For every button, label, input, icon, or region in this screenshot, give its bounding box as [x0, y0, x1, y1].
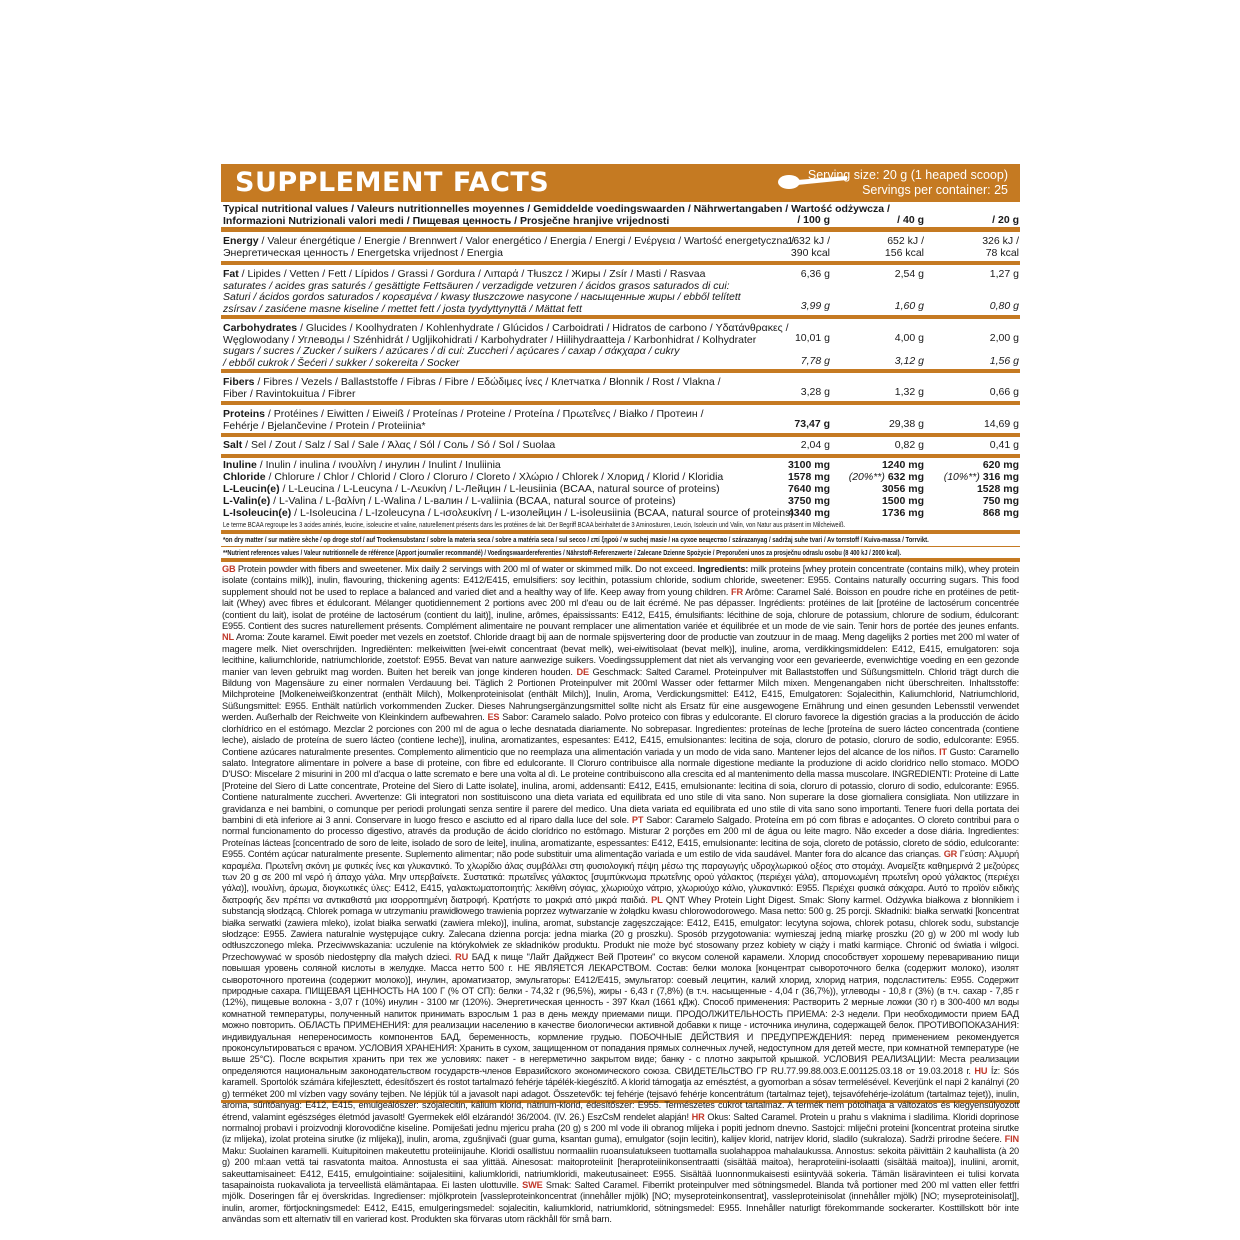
row-energy [221, 232, 1020, 265]
serving-info [808, 168, 1008, 198]
row-fibers [221, 373, 1020, 405]
text-gb-ingredients: milk proteins [whey protein concentrate (contains milk), whey protein isolate (contains milk)], inulin, flavouring, thickening agents: E412/E415, emulsifiers: soy lecithin, potassium chloride, sodium chloride, sweetener: E955. Contains naturally occurring sugars. This food supplement should not be used to replace a balanced and varied diet and a healthy way of life. Keep away from young children. [222, 564, 1019, 597]
row-carbohydrates [221, 319, 1020, 373]
valine-100g: 3750 mg [787, 495, 830, 507]
energy-100g-kj: 1632 kJ / [787, 235, 830, 247]
lang-tag-pt: PT [631, 814, 644, 825]
carbs-40g: 4,00 g [894, 332, 924, 344]
col-header-20g: / 20 g [992, 214, 1019, 226]
chloride-name: Chloride [223, 471, 266, 483]
isoleucine-100g: 4340 mg [787, 507, 830, 519]
lang-tag-hu: HU [974, 1065, 988, 1076]
energy-40g-kcal: 156 kcal [884, 246, 924, 259]
isoleucine-name: L-Isoleucin(e) [223, 507, 292, 519]
salt-translations: / Sel / Zout / Salz / Sal / Sale / Άλας / Sól / Соль / Só / Sol / Suolaa [242, 439, 556, 451]
fibers-20g: 0,66 g [989, 386, 1019, 398]
fat-name: Fat [223, 268, 239, 280]
isoleucine-translations: / L-Isoleucina / L-Izoleucyna / L-ισολευκίνη / L-изолейцин / L-isoleusiinia (BCAA, natural source of proteins) [291, 507, 794, 519]
chloride-100g: 1578 mg [787, 471, 830, 483]
salt-name: Salt [223, 439, 243, 451]
lang-tag-ru: RU [455, 951, 469, 962]
lang-tag-nl: NL [222, 632, 234, 643]
energy-20g [927, 236, 1019, 259]
text-swe: Smak: Salted Caramel. Fiberrikt proteinpulver med sötningsmedel. Blanda två portioner med 200 ml vatten eller fettfri mjölk. Doseringen får ej överskridas. Ingredienser: mjölkprotein [vassleproteinkoncentrat (innehåller mjölk) [NO; myseproteinkonsentrat], vassleproteinisolat (innehåller mjölk) [NO; myseproteinisolat]], inulin, aromer, förtjockningsmedel: E412, E415, emulgeringsmedel: sojalecitin, kaliumklorid, natriumklorid, sötningsmedel: E955. Innehåller naturligt förekommande sockerarter. Kosttillskott bör inte användas som ett alternativ till en varierad kost. Produkten ska förvaras utom räckhåll för små barn. [222, 1179, 1019, 1225]
valine-40g: 1500 mg [881, 495, 924, 507]
dry-matter-note-row [221, 534, 1020, 547]
fat-40g: 2,54 g [894, 268, 924, 280]
text-pl: QNT Whey Protein Light Digest. Smak: Słony karmel. Odżywka białkowa z błonnikiem i substancją słodzącą. Chlorek pomaga w utrzymaniu prawidłowego trawienia poprzez wytwarzanie w żołądku kwasu chlorowodorowego. Masa netto: 500 g. 25 porcji. Składniki: białka serwatki [koncentrat białka serwatki (zawiera mleko), izolat białka serwatki (zawiera mleko)], inulina, aromat, substancje zagęszczające: E412, E415, emulgator: lecytyna sojowa, chlorek potasu, chlorek sodu, substancje słodzące: E955. Zawiera naturalnie występujące cukry. Zalecana dzienna porcja: jedna miarka (20 g proszku). Sposób przygotowania: wymieszaj jedną miarkę proszku (20 g) w 200 ml wody lub odtłuszczonego mleka. Przeciwwskazania: uczulenie na którykolwiek ze składników produktu. Produkt nie może być stosowany przez kobiety w ciąży i matki karmiące. Chronić od światła i wilgoci. Przechowywać w sposób niedostępny dla małych dzieci. [222, 894, 1019, 962]
nrv-note-row [221, 547, 1020, 562]
chloride-translations: / Chlorure / Chlor / Chlorid / Cloro / Cloruro / Cloreto / Χλώριο / Chlorek / Хлорид / Klorid / Kloridia [265, 471, 724, 483]
text-it: Gusto: Caramello salato. Integratore alimentare in polvere a base di proteine, con fibre ed edulcorante. Il Cloruro contribuisce alla normale digestione mediante la produzione di acido cloridrico nello stomaco. MODO D'USO: Miscelare 2 misurini in 200 ml d'acqua o latte scremato e bere una volta al dì. Le proteine contribuiscono alla crescita ed al mantenimento della massa muscolare. INGREDIENTI: Proteine di Latte [Proteine del Siero di Latte concentrate, Proteine del Siero di Latte isolate], inulina, aromi, addensanti: E412, E415, emulsionante: lecitina di soia, cloruro di potassio, cloruro di sodio, edulcorante: E955. Contiene naturalmente zuccheri. Avvertenze: Gli integratori non sostituiscono una dieta variata ed equilibrata ed uno stile di vita sano. Non superare la dose giornaliera consigliata. Non utilizzare in gravidanza e nei bambini, o comunque per periodi prolungati senza sentire il parere del medico. Una dieta variata ed equilibrata ed uno stile di vita sano sono importanti. Tenere fuori della portata dei bambini di età inferiore ai 3 anni. Conservare in luogo fresco e asciutto ed al riparo dalla luce del sole. [222, 746, 1019, 825]
chloride-20g-value: 316 mg [982, 471, 1019, 483]
text-es: Sabor: Caramelo salado. Polvo proteico con fibras y edulcorante. El cloruro favorece la digestión gracias a la producción de ácido clorhídrico en el estómago. Mezclar 2 porciones con 200 ml de agua o leche desnatada diariamente. No sobrepasar. Ingredientes: proteínas de leche [proteína de suero lácteo concentrada (contiene leche), aislado de proteína de suero lácteo (contiene leche)], inulina, aromatizantes, espesantes: E412, E415, emulsionantes: lecitina de soja, cloruro de potasio, cloruro de sodio, edulcorante: E955. Contiene azúcares naturalmente presentes. Complemento alimenticio que no reemplaza una alimentación variada y un modo de vida sano. Mantener lejos del alcance de los niños. [222, 712, 1019, 757]
amino-block [221, 458, 1020, 534]
fibers-100g: 3,28 g [800, 386, 830, 398]
proteins-translations: / Protéines / Eiwitten / Eiweiß / Proteínas / Proteine / Proteína / Πρωτεΐνες / Białko / Протеин / Fehérje / Bjelančevine / Protein / Proteiinia* [223, 408, 704, 432]
carbs-100g: 10,01 g [794, 332, 830, 344]
salt-40g: 0,82 g [894, 439, 924, 451]
label-header [221, 164, 1020, 202]
text-gb: Protein powder with fibers and sweetener. Mix daily 2 servings with 200 ml of water or skimmed milk. Do not exceed. [235, 564, 698, 574]
lang-tag-fin: FIN [1004, 1134, 1019, 1145]
text-de: Geschmack: Salted Caramel. Proteinpulver mit Ballaststoffen und Süßungsmitteln. Chlorid trägt durch die Bildung von Magensäure zu einer normalen Verdauung bei. Täglich 2 Portionen Proteinpulver mit 200ml Wasser oder fettarmer Milch mixen. Mengenangaben nicht überschreiten. Inhaltsstoffe: Milchproteine [Molkeneiweißkonzentrat (enthält Milch), Molkenproteinisolat (enthält Milch)], Inulin, Aroma, Verdickungsmittel: E412, E415, Emulgatoren: Sojalecithin, Kaliumchlorid, Natriumchlorid, Süßungsmittel: E955. Enthält natürlich vorkommenden Zucker. Dieses Nahrungsergänzungsmittel sollte nicht als Ersatz für eine ausgewogene Ernährung und einen gesunden Lebensstil verwendet werden. Außerhalb der Reichweite von Kleinkindern aufbewahren. [222, 666, 1019, 723]
valine-translations: / L-Valina / L-βαλίνη / L-Walina / L-валин / L-valiinia (BCAA, natural source of proteins) [270, 495, 676, 507]
carbs-name: Carbohydrates [223, 322, 298, 334]
fibers-name: Fibers [223, 376, 255, 388]
text-ru: БАД к пище "Лайт Дайджест Вей Протеин" со вкусом соленой карамели. Хлорид способствует хорошему перевариванию пищи повышая уровень соляной кислоты в желудке. Масса нетто 500 г. НЕ ЯВЛЯЕТСЯ ЛЕКАРСТВОМ. Состав: белки молока [концентрат сывороточного белка (содержит молоко), изолят сывороточного протеина (содержит молоко)], инулин, ароматизатор, эмульгаторы: E412/E415, эмульгатор: соевый лецитин, калий хлорид, хлорид натрия, подсластитель: E955. Содержит природные сахара. ПИЩЕВАЯ ЦЕННОСТЬ НА 100 Г (% ОТ СП): белки - 74,32 г (96,5%), жиры - 6,43 г (7,8%) (в т.ч. насыщенные - 4,04 г (36,7%)), углеводы - 10,8 г (3%) (в т.ч. сахар - 7,85 г (12%), пищевые волокна - 3,07 г (10%) инулин - 3100 мг (120%). Энергетическая ценность - 397 Ккал (1661 кДж). Способ применения: Растворить 2 мерные ложки (30 г) в 300-400 мл воды комнатной температуры, полученный напиток принимать взрослым 1 раз в день между приемами пищи. ПРОДОЛЖИТЕЛЬНОСТЬ ПРИЕМА: 2-3 недели. При необходимости прием БАД можно повторить. ОБЛАСТЬ ПРИМЕНЕНИЯ: для реализации населению в качестве биологически активной добавки к пище - источника инулина, содержащей белок. ПРОТИВОПОКАЗАНИЯ: индивидуальная непереносимость компонентов БАД, беременность, кормление грудью. ПОБОЧНЫЕ ДЕЙСТВИЯ И ПРЕДУПРЕЖДЕНИЯ: перед применением рекомендуется проконсультироваться с врачом. УСЛОВИЯ ХРАНЕНИЯ: Хранить в сухом, защищенном от попадания прямых солнечных лучей, недоступном для детей месте, при комнатной температуре (не выше 25°С). После вскрытия хранить при тех же условиях: пакет - в негерметично закрытом виде; банку - с плотно закрытой крышкой. УСЛОВИЯ РЕАЛИЗАЦИИ: Места реализации определяются национальным законодательством государств-членов Евразийского экономического союза. СВИДЕТЕЛЬСТВО ГР RU.77.99.88.003.E.001125.03.18 от 19.03.2018 г. [222, 951, 1019, 1076]
carbs-translations: / Glucides / Koolhydraten / Kohlenhydrate / Glúcidos / Carboidrati / Hidratos de carbono / Υδατάνθρακες / Węglowodany / Углеводы / Szénhidrát / Ugljikohidrati / Karbohydrater / Hiilihydraatteja / Karbonhidrat / Kolhydrater [223, 322, 789, 346]
multilingual-text [221, 562, 1020, 1225]
inulin-100g: 3100 mg [787, 459, 830, 471]
saturates-40g: 1,60 g [894, 300, 924, 312]
dry-matter-note: *on dry matter / sur matière sèche / op droge stof / auf Trockensubstanz / sobre la materia seca / sobre a matéria seca / sul secco / επί ξηρού / w suchej masie / на сухое вещество / szárazanyag / sadržaj suhe tvari / Av torrstoff / Kuiva-massa / Torrvikt. [223, 535, 929, 544]
saturates-100g: 3,99 g [800, 300, 830, 312]
energy-100g-kcal: 390 kcal [790, 246, 830, 259]
saturates-20g: 0,80 g [989, 300, 1019, 312]
valine-name: L-Valin(e) [223, 495, 271, 507]
fibers-translations: / Fibres / Vezels / Ballaststoffe / Fibras / Fibre / Εδώδιμες ίνες / Клетчатка / Błonnik / Rost / Vlakna / Fiber / Ravintokuitua / Fibrer [223, 376, 721, 400]
text-nl: Aroma: Zoute karamel. Eiwit poeder met vezels en zoetstof. Chloride draagt bij aan de normale spijsvertering door de productie van zoutzuur in de maag. Meng dagelijks 2 porties met 200 ml water of magere melk. Niet overschrijden. Ingrediënten: melkeiwitten [wei-eiwit concentraat (bevat melk), wei-eiwitisolaat (bevat melk)], inuline, aroma, verdikkingsmiddelen: E412, E415, emulgatoren: soja lecithine, kaliumchloride, natriumchloride, zoetstof: E955. Bevat van nature aanwezige suikers. Voedingssupplement dat niet als vervanging voor een gevarieerde, evenwichtige voeding en een gezonde manier van leven gebruikt mag worden. Buiten het bereik van jonge kinderen houden. [222, 632, 1019, 677]
lang-tag-gb: GB [222, 564, 236, 574]
table-header-label: Typical nutritional values / Valeurs nutritionnelles moyennes / Gemiddelde voedingswaarden / Nährwertangaben / Wartość odżywcza / Informazioni Nutrizionali valori medi / Пищевая ценность / Prosječne hranjive vrijednosti [223, 203, 890, 227]
inulin-20g: 620 mg [982, 459, 1019, 471]
serving-size: Serving size: 20 g (1 heaped scoop) [807, 168, 1008, 182]
row-fat [221, 265, 1020, 319]
chloride-40g-ri: (20%**) [848, 471, 885, 483]
salt-100g: 2,04 g [800, 439, 830, 451]
label-title: SUPPLEMENT FACTS [235, 167, 550, 198]
servings-per-container: Servings per container: 25 [862, 183, 1008, 197]
proteins-100g: 73,47 g [794, 418, 830, 430]
fat-saturates-label: saturates / acides gras saturés / gesättigte Fettsäuren / verzadigde vetzuren / ácidos grasos saturados di cui: Saturi / ácidos gordos saturados / κορεσμένα / kwasy tłuszczowe nasycone / насыщенные жиры / ebből telített zsírsav / zasićene masne kiseline / mettet fett / josta tyydyttynyttä / Mättat fett [223, 279, 741, 315]
inulin-translations: / Inulin / inulina / ινουλίνη / инулин / Inulint / Inuliinia [256, 459, 501, 471]
energy-40g-kj: 652 kJ / [887, 235, 924, 247]
text-pt: Sabor: Caramelo Salgado. Proteína em pó com fibras e adoçantes. O cloreto contribui para o normal funcionamento do processo digestivo, através da produção de ácido clorídrico no estômago. Misturar 2 porções em 200 ml de água ou leite magro. Não exceder a dose diária. Ingredientes: Proteínas lácteas [concentrado de soro de leite, isolado de soro de leite], inulina, aromatizante, espessantes: E412, E415, emulsionante: lecitina de soja, cloreto de potássio, cloreto de sódio, edulcorante: E955. Contém açúcar naturalmente presente. Suplemento alimentar; não pode substituir uma alimentação variada e um estilo de vida saudável. Manter fora do alcance das crianças. [222, 814, 1019, 860]
col-header-40g: / 40 g [897, 214, 924, 226]
text-gr: Γεύση: Αλμυρή καραμέλα. Πρωτεΐνη σκόνη με φυτικές ίνες και γλυκαντικό. Το χλωρίδιο άλας συμβάλλει στη φυσιολογική πέψη μέσω της παραγωγής υδροχλωρικού οξέος στο στομάχι. Αναμείξτε καθημερινά 2 μεζούρες των 20 g σε 200 ml νερό ή άπαχο γάλα. Μην υπερβαίνετε. Συστατικά: πρωτεΐνες γάλακτος [συμπύκνωμα πρωτεΐνης ορού γάλακτος (περιέχει γάλα), απομονωμένη πρωτεΐνη ορού γάλακτος (περιέχει γάλα)], ινουλίνη, άρωμα, διογκωτικές ύλες: E412, E415, γαλακτωματοποιητής: λεκιθίνη σόγιας, χλωριούχο νάτριο, χλωριούχο κάλιο, γλυκαντικό: E955. Περιέχει φυσικά σάκχαρα. Αυτό το προϊόν ειδικής διατροφής δεν πρέπει να αντικαθιστά μια ισορροπημένη διατροφή. Κρατήστε το μακριά από μικρά παιδιά. [222, 849, 1019, 905]
energy-20g-kcal: 78 kcal [985, 246, 1019, 259]
chloride-20g [927, 472, 1019, 484]
carbs-sugars-label: sugars / sucres / Zucker / suikers / azúcares / di cui: Zuccheri / açúcares / сахар / σάκχαρα / cukry / ebből cukrok / Šećeri / sukker / sokereita / Socker [223, 345, 680, 369]
lang-tag-swe: SWE [522, 1179, 543, 1190]
ingredients-label-gb: Ingredients: [697, 564, 749, 574]
lang-tag-de: DE [576, 666, 589, 677]
inulin-40g: 1240 mg [881, 459, 924, 471]
table-header [221, 202, 1020, 232]
carbs-20g: 2,00 g [989, 332, 1019, 344]
fat-20g: 1,27 g [989, 268, 1019, 280]
leucine-40g: 3056 mg [881, 483, 924, 495]
lang-tag-gr: GR [943, 849, 958, 860]
text-hr: Okus: Salted Caramel. Protein u prahu s vlaknima i sladilima. Kloridi doprinose normalnoj probavi i proizvodnji klorovodične kiseline. Pomiješati jednu mjericu praha (20 g) s 200 ml vode ili obranog mlijeka i popiti jednom dnevno. Sastojci: mliječni proteini [koncentrat proteina sirutke (iz mlijeka), izolat proteina sirutke (iz mlijeka)], inulin, aroma, zgušnjivači (guar guma, ksantan guma), emulgator (sojin lecitin), kalijev klorid, natrijev klorid, sladilo (sukraloza). Sadrži prirodne šećere. [222, 1111, 1020, 1145]
isoleucine-40g: 1736 mg [881, 507, 924, 519]
sugars-100g: 7,78 g [800, 355, 830, 367]
lang-tag-it: IT [939, 746, 947, 757]
leucine-name: L-Leucin(e) [223, 483, 280, 495]
leucine-20g: 1528 mg [976, 483, 1019, 495]
bcaa-footnote: Le terme BCAA regroupe les 3 acides aminés, leucine, isoleucine et valine, naturellement présents dans les protéines de lait. Der Begriff BCAA beinhaltet die 3 Aminosäuren, Leucin, Isoleucin und Valin, von Natur aus präsent im Milcheiweiß. [223, 520, 846, 529]
valine-20g: 750 mg [982, 495, 1019, 507]
leucine-translations: / L-Leucina / L-Leucyna / L-Λευκίνη / L-Лейцин / L-leusiinia (BCAA, natural source of proteins) [279, 483, 720, 495]
fat-translations: / Lipides / Vetten / Fett / Lípidos / Grassi / Gordura / Λιπαρά / Tłuszcz / Жиры / Zsír / Masti / Rasvaa [238, 268, 706, 280]
lang-tag-fr: FR [731, 586, 743, 597]
inulin-name: Inuline [223, 459, 257, 471]
energy-translations: / Valeur énergétique / Energie / Brennwert / Valor energético / Energia / Energi / Ενέργεια / Wartość energetyczna / Энергетическая ценность / Energetska vrijednost / Energia [223, 235, 794, 259]
supplement-facts-label [221, 164, 1020, 1225]
proteins-name: Proteins [223, 408, 266, 420]
fibers-40g: 1,32 g [894, 386, 924, 398]
lang-tag-es: ES [487, 712, 500, 723]
sugars-40g: 3,12 g [894, 355, 924, 367]
salt-20g: 0,41 g [989, 439, 1019, 451]
lang-tag-pl: PL [651, 894, 663, 905]
chloride-40g [833, 472, 924, 484]
nrv-note: **Nutrient references values / Valeur nutritionnelle de référence (Apport journalier recommandé) / Voedingswaardereferenties / Nährstoff-Referenzwerte / Zalecane Dzienne Spożycie / Preporučeni unos za prosječnu odraslu osobu (8 400 kJ / 2000 kcal). [223, 548, 902, 557]
text-fr: Arôme: Caramel Salé. Boisson en poudre riche en protéines de petit-lait (Whey) avec fibres et édulcorant. Mélanger quotidiennement 2 portions avec 200 ml d'eau ou de lait écrémé. Ne pas dépasser. Ingrédients: protéines de lait [protéine de lactosérum concentrée (contient du lait), isolat de protéine de lactosérum (contient du lait)], inuline, arômes, épaississants: E412, E415, émulsifiants: lécithine de soja, chlorure de potassium, chlorure de sodium, édulcorant: E955. Contient des sucres naturellement présents. Complément alimentaire ne pouvant remplacer une alimentation variée et équilibrée et un mode de vie sain. Tenir hors de portée des jeunes enfants. [222, 586, 1019, 632]
leucine-100g: 7640 mg [787, 483, 830, 495]
row-proteins [221, 405, 1020, 437]
energy-100g [741, 236, 830, 259]
lang-tag-hr: HR [691, 1111, 705, 1122]
fat-100g: 6,36 g [800, 268, 830, 280]
text-hu: Íz: Sós karamell. Sportolók számára kifejlesztett, édesítőszert és rostot tartalmazó fehérje tápélék-kiegészítő. A klorid támogatja az emésztést, a gyomorban a sósav termelésével. Keverjünk el napi 2 kanálnyi (20 g) terméket 200 ml vízben vagy sovány tejben. Ne lépjük túl a javasolt napi adagot. Összetevők: tej fehérje (tejsavó fehérje koncentrátum (tartalmaz tejet), tejsavófehérje-izolátum (tartalmaz tejet)), inulin, aroma, sűrítőanyag: E412, E415, emulgeálószer: szójalecitin, kálium klorid, nátrium-klorid, édesítőszer: E955. Természetes cukrot tartalmaz. A termék nem pótolhatja a változatos és kiegyensúlyozott étrend, valamint egészséges életmód javasolt! Gyermekek elől elzárandó! 36/2004. (IV. 26.) EszCsM rendelet alapján! [222, 1065, 1019, 1122]
energy-40g [833, 236, 924, 259]
chloride-20g-ri: (10%**) [943, 471, 980, 483]
energy-name: Energy [223, 235, 259, 247]
proteins-40g: 29,38 g [888, 418, 924, 430]
isoleucine-20g: 868 mg [982, 507, 1019, 519]
sugars-20g: 1,56 g [989, 355, 1019, 367]
energy-20g-kj: 326 kJ / [982, 235, 1019, 247]
row-salt [221, 437, 1020, 458]
proteins-20g: 14,69 g [983, 418, 1019, 430]
text-fin: Maku: Suolainen karamelli. Kuitupitoinen makeutettu proteiinijauhe. Kloridi osallistuu normaaliin ruoansulatukseen tuottamalla suolahappoa mahalaukussa. Annostus: sekoita päivittäin 2 kauhallista (à 20 g) 200 ml:aan vettä tai rasvatonta maitoa. Annostusta ei saa ylittää. Ainesosat: maitoproteiinit [heraproteiinikonsentraatti (sisältää maitoa), heraproteiini-isolaatti (sisältää maitoa)], inuliini, aromit, sakeuttamisaineet: E412, E415, emulgointiaine: soijalesitiini, kaliumkloridi, natriumkloridi, makeutusaineet: E955. Sisältää luonnonmukaisesti esiintyvää sokeria. Tämän lisäravinteen ei tulisi korvata tasapainoista ruokavaliota ja terveellistä elämäntapaa. Ei lasten ulottuville. [222, 1145, 1019, 1190]
chloride-40g-value: 632 mg [887, 471, 924, 483]
col-header-100g: / 100 g [797, 214, 830, 226]
